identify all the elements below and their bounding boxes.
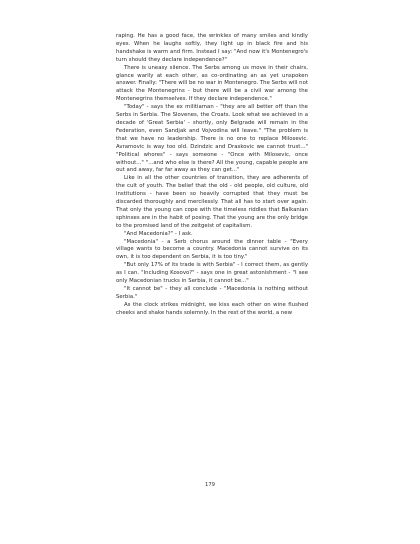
body-text <box>116 33 308 318</box>
paragraph: There is uneasy silence. The Serbs among us move in their chairs, glance warily at each other, as co-ordinating an as yet unspoken answer. Finally: "There will be no war in Montenegro. The Serbs will not attack the Montenegrins - but there will be a civil war among the Montenegrins themselves. If they declare independence." <box>116 64 308 103</box>
paragraph: "But only 17% of its trade is with Serbia" - I correct them, as gently as I can. "Including Kosovo?" - says one in great astonishment - "I see only Macedonian trucks in Serbia, it cannot be..." <box>116 262 308 285</box>
paragraph: "It cannot be" - they all conclude - "Macedonia is nothing without Serbia." <box>116 286 308 300</box>
paragraph: "Macedonia" - a Serb chorus around the dinner table - "Every village wants to become a country. Macedonia cannot survive on its own, it is too dependent on Serbia, it is too tiny." <box>116 238 308 261</box>
paragraph: "And Macedonia?" - I ask. <box>124 230 193 237</box>
paragraph: "Today" - says the ex militiaman - "they are all better off than the Serbs in Serbia. The Slovenes, the Croats. Look what we achieved in a decade of 'Great Serbia' - shortly, only Belgrade will remain in the Federation, even Sandjak and Vojvodina will leave." "The problem is that we have no leadership. There is no one to replace Milosevic. Avramovic is way too old. Dzindzic and Draskovic we cannot trust..." "Political whores" - says someone - "Once with Milosevic, once without..." "...and who else is there? All the young, capable people are out and away, far far away as they can get..." <box>116 104 308 174</box>
page-number: 179 <box>205 482 215 488</box>
paragraph: As the clock strikes midnight, we kiss each other on wine flushed cheeks and shake hands solemnly. In the rest of the world, a new <box>116 301 308 316</box>
paragraph: raping. He has a good face, the wrinkles of many smiles and kindly eyes. When he laughs softly, they light up in black fire and his handshake is warm and firm. Instead I say: "And now it's Montenegro's turn should they declare independence?" <box>116 33 308 63</box>
paragraph: Like in all the other countries of transition, they are adherents of the cult of youth. The belief that the old - old people, old culture, old institutions - have been so heavily corrupted that they must be discarded thoroughly and mercilessly. That all has to start over again. That only the young can cope with the timeless riddles that Balkanian sphinxes are in the habit of posing. That the young are the only bridge to the promised land of the zeitgeist of capitalism. <box>116 175 308 229</box>
